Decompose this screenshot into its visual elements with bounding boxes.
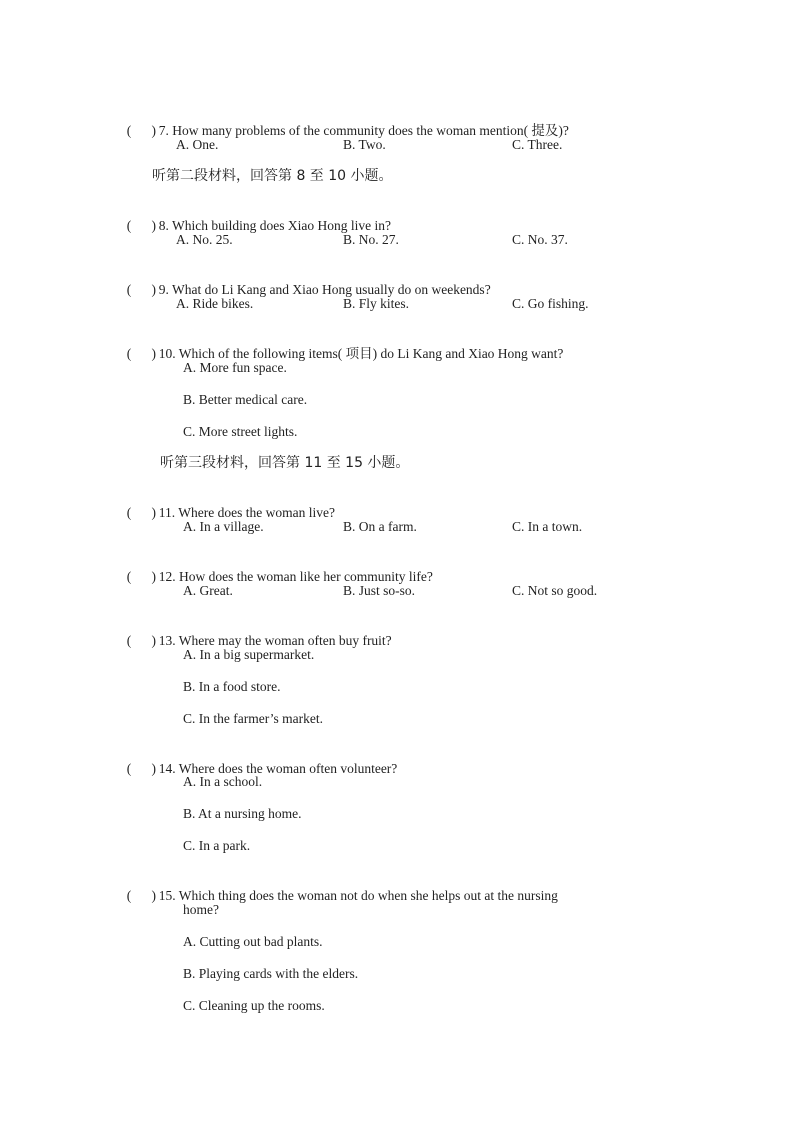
option-c: C. In the farmer’s market.: [183, 711, 323, 726]
answer-blank[interactable]: ( ): [126, 282, 156, 297]
question-11: [120, 486, 335, 522]
option-a: A. Ride bikes.: [176, 296, 254, 311]
option-b: B. Just so-so.: [343, 583, 416, 598]
option-a: A. One.: [176, 137, 219, 152]
answer-blank[interactable]: ( ): [126, 218, 156, 233]
option-b: B. Playing cards with the elders.: [183, 966, 359, 981]
option-c: C. Not so good.: [512, 583, 598, 598]
question-10: [120, 327, 563, 363]
answer-blank[interactable]: ( ): [126, 123, 156, 138]
question-text: 12. How does the woman like her community life?: [158, 569, 433, 584]
option-a: A. In a school.: [183, 774, 263, 789]
question-text-continued: home?: [183, 902, 219, 917]
question-13: [120, 614, 392, 650]
question-text: 7. How many problems of the community does the woman mention( 提及)?: [158, 123, 569, 138]
option-a: A. Great.: [183, 583, 233, 598]
answer-blank[interactable]: ( ): [126, 346, 156, 361]
question-text: 9. What do Li Kang and Xiao Hong usually do on weekends?: [158, 282, 491, 297]
question-7: [120, 104, 569, 140]
option-a: A. Cutting out bad plants.: [183, 934, 323, 949]
option-b: B. At a nursing home.: [183, 806, 302, 821]
question-text: 13. Where may the woman often buy fruit?: [158, 633, 392, 648]
question-text: 8. Which building does Xiao Hong live in?: [158, 218, 391, 233]
option-a: A. No. 25.: [176, 232, 233, 247]
option-b: B. Two.: [343, 137, 386, 152]
option-a: A. In a big supermarket.: [183, 647, 315, 662]
question-text: 14. Where does the woman often volunteer?: [158, 761, 398, 776]
question-8: [120, 199, 391, 235]
option-b: B. No. 27.: [343, 232, 399, 247]
question-text: 11. Where does the woman live?: [158, 505, 335, 520]
option-b: B. Fly kites.: [343, 296, 410, 311]
option-c: C. Go fishing.: [512, 296, 589, 311]
option-c: C. More street lights.: [183, 424, 298, 439]
question-9: [120, 263, 491, 299]
option-a: A. More fun space.: [183, 360, 287, 375]
question-12: [120, 550, 433, 586]
answer-blank[interactable]: ( ): [126, 888, 156, 903]
option-a: A. In a village.: [183, 519, 264, 534]
option-b: B. Better medical care.: [183, 392, 308, 407]
option-c: C. Three.: [512, 137, 563, 152]
option-c: C. In a town.: [512, 519, 583, 534]
question-15: [120, 869, 558, 905]
option-c: C. In a park.: [183, 838, 251, 853]
answer-blank[interactable]: ( ): [126, 633, 156, 648]
answer-blank[interactable]: ( ): [126, 505, 156, 520]
option-c: C. Cleaning up the rooms.: [183, 998, 325, 1013]
question-text: 15. Which thing does the woman not do when she helps out at the nursing: [158, 888, 558, 903]
section-heading: 听第二段材料，回答第 8 至 10 小题。: [152, 168, 393, 184]
answer-blank[interactable]: ( ): [126, 569, 156, 584]
option-b: B. On a farm.: [343, 519, 417, 534]
question-text: 10. Which of the following items( 项目) do Li Kang and Xiao Hong want?: [158, 346, 564, 361]
section-heading: 听第三段材料，回答第 11 至 15 小题。: [160, 455, 410, 471]
option-b: B. In a food store.: [183, 679, 281, 694]
answer-blank[interactable]: ( ): [126, 761, 156, 776]
option-c: C. No. 37.: [512, 232, 568, 247]
